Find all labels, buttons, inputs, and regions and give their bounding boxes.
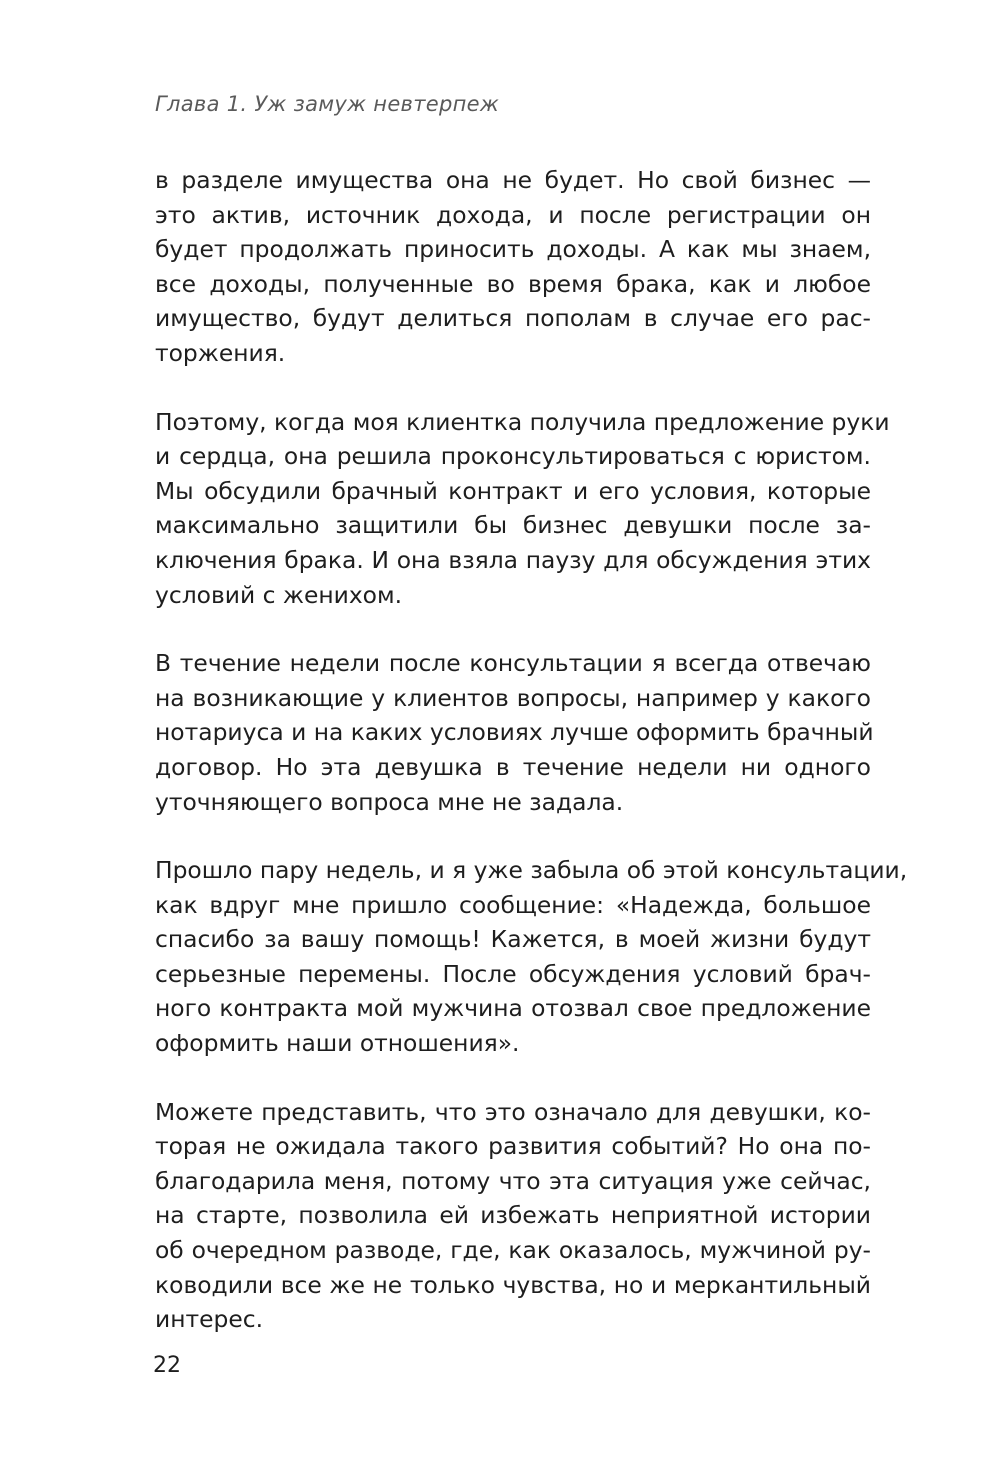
text-line: об очередном разводе, где, как оказалось, мужчиной ру-	[155, 1236, 871, 1265]
text-line: имущество, будут делиться пополам в случае его рас-	[155, 304, 871, 333]
body-text	[155, 163, 908, 1371]
text-line: Прошло пару недель, и я уже забыла об этой консультации,	[155, 856, 908, 885]
text-line: договор. Но эта девушка в течение недели ни одного	[155, 752, 871, 781]
text-line: и сердца, она решила проконсультироваться с юристом.	[155, 442, 871, 471]
text-line: торжения.	[155, 338, 286, 367]
running-header: Глава 1. Уж замуж невтерпеж	[155, 92, 500, 116]
text-line: Мы обсудили брачный контракт и его условия, которые	[155, 476, 871, 505]
text-line: Можете представить, что это означало для девушки, ко-	[155, 1097, 871, 1126]
text-line: спасибо за вашу помощь! Кажется, в моей жизни будут	[155, 925, 871, 954]
text-line: интерес.	[155, 1305, 264, 1334]
text-line: серьезные перемены. После обсуждения условий брач-	[155, 959, 871, 988]
paragraph-4	[155, 853, 908, 1061]
text-line: будет продолжать приносить доходы. А как мы знаем,	[155, 235, 871, 264]
text-line: Поэтому, когда моя клиентка получила предложение руки	[155, 407, 890, 436]
page-number: 22	[153, 1353, 181, 1378]
paragraph-3	[155, 646, 874, 819]
text-line: оформить наши отношения».	[155, 1029, 520, 1058]
text-line: торая не ожидала такого развития событий? Но она по-	[155, 1132, 871, 1161]
text-line: ключения брака. И она взяла паузу для обсуждения этих	[155, 545, 871, 574]
text-line: ководили все же не только чувства, но и меркантильный	[155, 1270, 871, 1299]
text-line: максимально защитили бы бизнес девушки после за-	[155, 511, 871, 540]
text-line: В течение недели после консультации я всегда отвечаю	[155, 649, 871, 678]
text-line: все доходы, полученные во время брака, как и любое	[155, 269, 871, 298]
text-line: благодарила меня, потому что эта ситуация уже сейчас,	[155, 1166, 871, 1195]
paragraph-5	[155, 1095, 871, 1337]
text-line: как вдруг мне пришло сообщение: «Надежда, большое	[155, 890, 871, 919]
text-line: на возникающие у клиентов вопросы, например у какого	[155, 683, 871, 712]
text-line: в разделе имущества она не будет. Но свой бизнес —	[155, 166, 871, 194]
text-line: уточняющего вопроса мне не задала.	[155, 787, 624, 816]
text-line: нотариуса и на каких условиях лучше оформить брачный	[155, 718, 874, 747]
text-line: ного контракта мой мужчина отозвал свое предложение	[155, 994, 871, 1023]
text-line: это актив, источник дохода, и после регистрации он	[155, 200, 871, 229]
paragraph-1	[155, 163, 871, 371]
text-line: условий с женихом.	[155, 580, 403, 609]
paragraph-2	[155, 405, 890, 613]
text-line: на старте, позволила ей избежать неприятной истории	[155, 1201, 871, 1230]
